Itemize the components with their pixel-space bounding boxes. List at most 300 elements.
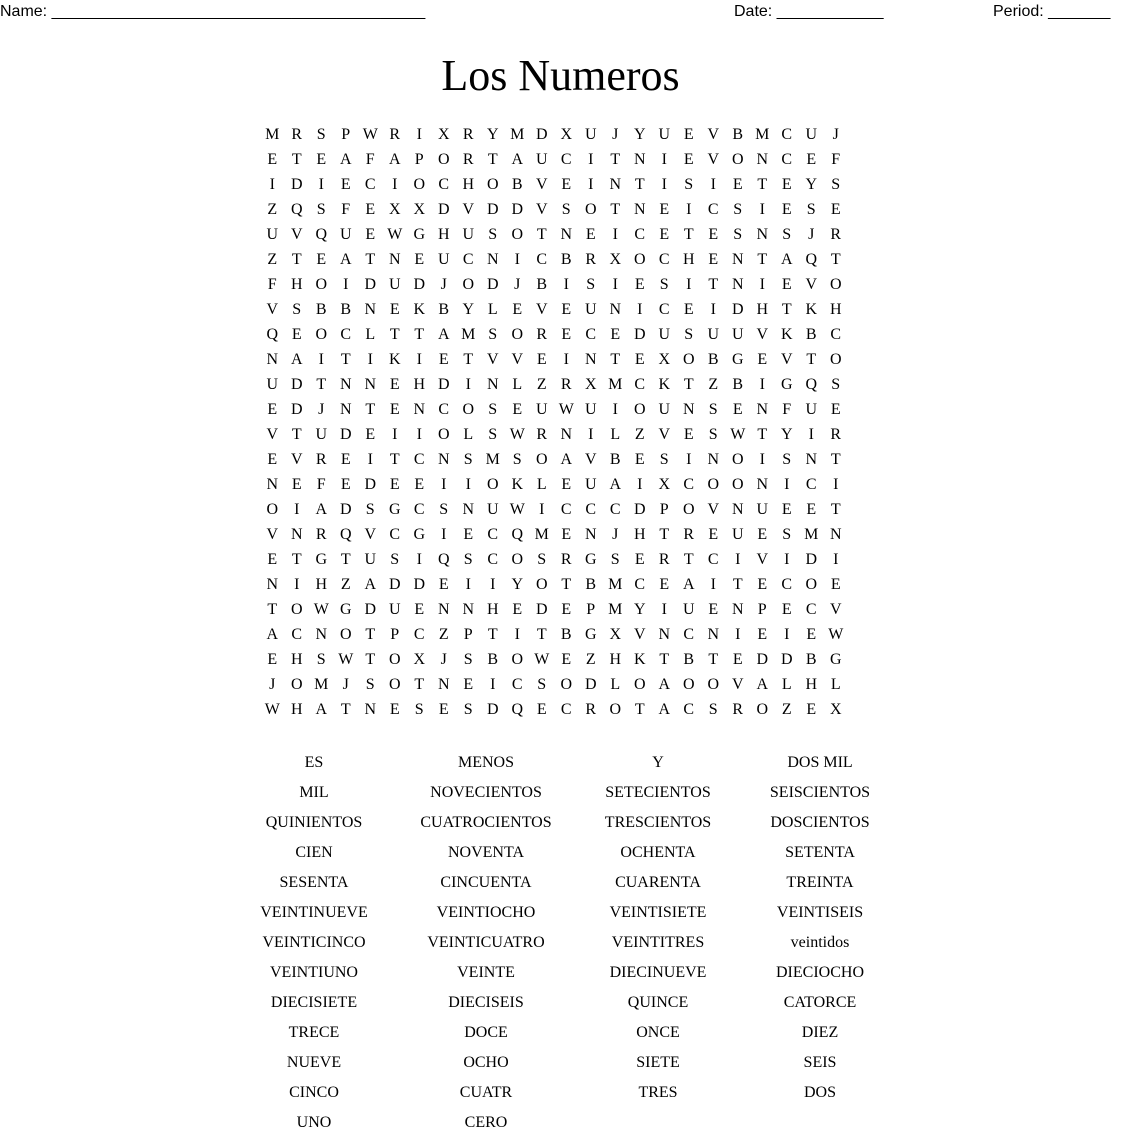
grid-letter[interactable]: Q bbox=[437, 551, 450, 568]
grid-letter[interactable]: Z bbox=[536, 376, 547, 393]
grid-letter[interactable]: V bbox=[535, 301, 548, 318]
grid-letter[interactable]: T bbox=[708, 651, 719, 668]
grid-letter[interactable]: T bbox=[291, 551, 302, 568]
grid-letter[interactable]: I bbox=[661, 151, 667, 168]
grid-letter[interactable]: I bbox=[637, 301, 643, 318]
grid-letter[interactable]: I bbox=[784, 551, 790, 568]
grid-letter[interactable]: I bbox=[588, 426, 594, 443]
grid-letter[interactable]: E bbox=[340, 476, 351, 493]
grid-letter[interactable]: G bbox=[584, 551, 597, 568]
grid-letter[interactable]: Q bbox=[511, 526, 524, 543]
grid-letter[interactable]: U bbox=[707, 326, 720, 343]
grid-letter[interactable]: B bbox=[511, 176, 523, 193]
grid-letter[interactable]: J bbox=[808, 226, 815, 243]
grid-letter[interactable]: U bbox=[462, 226, 475, 243]
grid-letter[interactable]: N bbox=[682, 401, 695, 418]
grid-letter[interactable]: C bbox=[413, 451, 425, 468]
grid-letter[interactable]: T bbox=[830, 251, 841, 268]
grid-letter[interactable]: O bbox=[437, 151, 450, 168]
grid-letter[interactable]: U bbox=[805, 126, 818, 143]
grid-letter[interactable]: V bbox=[535, 176, 548, 193]
grid-letter[interactable]: N bbox=[756, 151, 769, 168]
grid-letter[interactable]: E bbox=[781, 601, 792, 618]
grid-letter[interactable]: A bbox=[364, 576, 377, 593]
grid-letter[interactable]: T bbox=[365, 626, 376, 643]
grid-letter[interactable]: N bbox=[266, 476, 279, 493]
grid-letter[interactable]: S bbox=[831, 376, 841, 393]
grid-letter[interactable]: O bbox=[486, 476, 499, 493]
grid-letter[interactable]: R bbox=[462, 126, 474, 143]
grid-letter[interactable]: T bbox=[536, 226, 547, 243]
grid-letter[interactable]: D bbox=[364, 476, 377, 493]
grid-letter[interactable]: S bbox=[463, 701, 473, 718]
grid-letter[interactable]: R bbox=[830, 226, 842, 243]
grid-letter[interactable]: B bbox=[609, 451, 621, 468]
grid-letter[interactable]: M bbox=[608, 376, 623, 393]
grid-letter[interactable]: Y bbox=[462, 301, 475, 318]
grid-letter[interactable]: E bbox=[340, 176, 351, 193]
grid-letter[interactable]: P bbox=[414, 151, 424, 168]
grid-letter[interactable]: P bbox=[659, 501, 669, 518]
grid-letter[interactable]: U bbox=[658, 326, 671, 343]
grid-letter[interactable]: I bbox=[318, 351, 324, 368]
grid-letter[interactable]: E bbox=[659, 226, 670, 243]
grid-letter[interactable]: C bbox=[805, 601, 817, 618]
grid-letter[interactable]: E bbox=[757, 576, 768, 593]
grid-letter[interactable]: K bbox=[633, 651, 646, 668]
grid-letter[interactable]: O bbox=[511, 551, 524, 568]
grid-letter[interactable]: C bbox=[658, 301, 670, 318]
grid-letter[interactable]: E bbox=[830, 576, 841, 593]
grid-letter[interactable]: N bbox=[560, 426, 573, 443]
grid-letter[interactable]: E bbox=[389, 376, 400, 393]
grid-letter[interactable]: R bbox=[560, 376, 572, 393]
grid-letter[interactable]: C bbox=[462, 251, 474, 268]
grid-letter[interactable]: R bbox=[830, 426, 842, 443]
grid-letter[interactable]: B bbox=[315, 301, 327, 318]
grid-letter[interactable]: V bbox=[707, 501, 720, 518]
grid-letter[interactable]: H bbox=[682, 251, 695, 268]
grid-letter[interactable]: I bbox=[441, 526, 447, 543]
grid-letter[interactable]: G bbox=[388, 501, 401, 518]
grid-letter[interactable]: S bbox=[488, 426, 498, 443]
grid-letter[interactable]: K bbox=[388, 351, 401, 368]
grid-letter[interactable]: Y bbox=[633, 126, 646, 143]
grid-letter[interactable]: O bbox=[290, 601, 303, 618]
grid-letter[interactable]: V bbox=[266, 426, 279, 443]
grid-letter[interactable]: E bbox=[365, 226, 376, 243]
grid-letter[interactable]: O bbox=[584, 201, 597, 218]
grid-letter[interactable]: S bbox=[782, 451, 792, 468]
grid-letter[interactable]: G bbox=[315, 551, 328, 568]
grid-letter[interactable]: E bbox=[438, 576, 449, 593]
grid-letter[interactable]: E bbox=[757, 526, 768, 543]
grid-letter[interactable]: S bbox=[439, 501, 449, 518]
grid-letter[interactable]: O bbox=[315, 326, 328, 343]
grid-letter[interactable]: N bbox=[756, 226, 769, 243]
grid-letter[interactable]: U bbox=[266, 376, 279, 393]
grid-letter[interactable]: E bbox=[267, 451, 278, 468]
grid-letter[interactable]: X bbox=[560, 126, 573, 143]
grid-letter[interactable]: O bbox=[609, 701, 622, 718]
grid-letter[interactable]: O bbox=[339, 626, 352, 643]
grid-letter[interactable]: O bbox=[731, 151, 744, 168]
grid-letter[interactable]: W bbox=[509, 501, 525, 518]
grid-letter[interactable]: S bbox=[684, 326, 694, 343]
grid-letter[interactable]: E bbox=[634, 351, 645, 368]
grid-letter[interactable]: O bbox=[462, 401, 475, 418]
grid-letter[interactable]: D bbox=[633, 326, 646, 343]
grid-letter[interactable]: E bbox=[512, 601, 523, 618]
grid-letter[interactable]: G bbox=[731, 351, 744, 368]
grid-letter[interactable]: H bbox=[462, 176, 475, 193]
grid-letter[interactable]: N bbox=[462, 601, 475, 618]
grid-letter[interactable]: I bbox=[808, 426, 814, 443]
grid-letter[interactable]: E bbox=[732, 176, 743, 193]
grid-letter[interactable]: T bbox=[414, 326, 425, 343]
grid-letter[interactable]: A bbox=[290, 351, 303, 368]
grid-letter[interactable]: Y bbox=[511, 576, 524, 593]
grid-letter[interactable]: X bbox=[437, 126, 450, 143]
grid-letter[interactable]: T bbox=[536, 626, 547, 643]
grid-letter[interactable]: I bbox=[637, 476, 643, 493]
grid-letter[interactable]: V bbox=[535, 201, 548, 218]
grid-letter[interactable]: E bbox=[414, 251, 425, 268]
grid-letter[interactable]: R bbox=[732, 701, 744, 718]
grid-letter[interactable]: M bbox=[485, 451, 500, 468]
grid-letter[interactable]: R bbox=[462, 151, 474, 168]
grid-letter[interactable]: W bbox=[387, 226, 403, 243]
grid-letter[interactable]: K bbox=[780, 326, 793, 343]
grid-letter[interactable]: Z bbox=[585, 651, 596, 668]
grid-letter[interactable]: M bbox=[608, 601, 623, 618]
grid-letter[interactable]: R bbox=[536, 426, 548, 443]
grid-letter[interactable]: O bbox=[462, 276, 475, 293]
grid-letter[interactable]: A bbox=[609, 476, 622, 493]
grid-letter[interactable]: I bbox=[735, 551, 741, 568]
grid-letter[interactable]: E bbox=[806, 626, 817, 643]
grid-letter[interactable]: P bbox=[463, 626, 473, 643]
grid-letter[interactable]: V bbox=[731, 676, 744, 693]
grid-letter[interactable]: T bbox=[683, 376, 694, 393]
grid-letter[interactable]: E bbox=[389, 401, 400, 418]
grid-letter[interactable]: F bbox=[831, 151, 841, 168]
grid-letter[interactable]: J bbox=[269, 676, 276, 693]
grid-letter[interactable]: R bbox=[291, 126, 303, 143]
grid-letter[interactable]: O bbox=[511, 651, 524, 668]
grid-letter[interactable]: F bbox=[316, 476, 326, 493]
grid-letter[interactable]: U bbox=[584, 476, 597, 493]
grid-letter[interactable]: S bbox=[537, 676, 547, 693]
grid-letter[interactable]: C bbox=[560, 151, 572, 168]
grid-letter[interactable]: V bbox=[829, 601, 842, 618]
grid-letter[interactable]: N bbox=[339, 376, 352, 393]
grid-letter[interactable]: A bbox=[511, 151, 524, 168]
grid-letter[interactable]: C bbox=[585, 326, 597, 343]
grid-letter[interactable]: D bbox=[535, 126, 548, 143]
grid-letter[interactable]: E bbox=[536, 351, 547, 368]
grid-letter[interactable]: I bbox=[416, 426, 422, 443]
grid-letter[interactable]: E bbox=[267, 551, 278, 568]
grid-letter[interactable]: E bbox=[267, 401, 278, 418]
grid-letter[interactable]: H bbox=[290, 276, 303, 293]
grid-letter[interactable]: M bbox=[461, 326, 476, 343]
grid-letter[interactable]: C bbox=[560, 501, 572, 518]
grid-letter[interactable]: I bbox=[441, 476, 447, 493]
grid-letter[interactable]: K bbox=[511, 476, 524, 493]
grid-letter[interactable]: V bbox=[805, 276, 818, 293]
grid-letter[interactable]: R bbox=[585, 251, 597, 268]
grid-letter[interactable]: O bbox=[388, 676, 401, 693]
grid-letter[interactable]: I bbox=[343, 276, 349, 293]
grid-letter[interactable]: D bbox=[364, 601, 377, 618]
grid-letter[interactable]: U bbox=[486, 501, 499, 518]
grid-letter[interactable]: D bbox=[486, 201, 499, 218]
grid-letter[interactable]: R bbox=[389, 126, 401, 143]
grid-letter[interactable]: D bbox=[413, 576, 426, 593]
grid-letter[interactable]: B bbox=[732, 126, 744, 143]
grid-letter[interactable]: I bbox=[710, 176, 716, 193]
grid-letter[interactable]: O bbox=[707, 476, 720, 493]
grid-letter[interactable]: E bbox=[365, 426, 376, 443]
grid-letter[interactable]: B bbox=[340, 301, 352, 318]
grid-letter[interactable]: V bbox=[707, 126, 720, 143]
grid-letter[interactable]: O bbox=[756, 701, 769, 718]
grid-letter[interactable]: T bbox=[610, 351, 621, 368]
grid-letter[interactable]: E bbox=[267, 151, 278, 168]
grid-letter[interactable]: I bbox=[686, 451, 692, 468]
grid-letter[interactable]: S bbox=[586, 276, 596, 293]
grid-letter[interactable]: W bbox=[313, 601, 329, 618]
grid-letter[interactable]: E bbox=[340, 451, 351, 468]
grid-letter[interactable]: V bbox=[756, 551, 769, 568]
grid-letter[interactable]: J bbox=[440, 276, 447, 293]
grid-letter[interactable]: T bbox=[708, 276, 719, 293]
grid-letter[interactable]: I bbox=[588, 151, 594, 168]
grid-letter[interactable]: B bbox=[683, 651, 695, 668]
grid-letter[interactable]: R bbox=[536, 326, 548, 343]
grid-letter[interactable]: Z bbox=[708, 376, 719, 393]
grid-letter[interactable]: T bbox=[340, 351, 351, 368]
grid-letter[interactable]: W bbox=[730, 426, 746, 443]
grid-letter[interactable]: A bbox=[339, 151, 352, 168]
grid-letter[interactable]: V bbox=[780, 351, 793, 368]
grid-letter[interactable]: K bbox=[413, 301, 426, 318]
grid-letter[interactable]: N bbox=[829, 526, 842, 543]
grid-letter[interactable]: N bbox=[437, 451, 450, 468]
grid-letter[interactable]: A bbox=[339, 251, 352, 268]
grid-letter[interactable]: O bbox=[560, 676, 573, 693]
grid-letter[interactable]: D bbox=[339, 501, 352, 518]
grid-letter[interactable]: C bbox=[291, 626, 303, 643]
grid-letter[interactable]: N bbox=[290, 526, 303, 543]
grid-letter[interactable]: X bbox=[609, 626, 622, 643]
grid-letter[interactable]: R bbox=[315, 526, 327, 543]
grid-letter[interactable]: E bbox=[683, 426, 694, 443]
grid-letter[interactable]: G bbox=[829, 651, 842, 668]
grid-letter[interactable]: O bbox=[633, 251, 646, 268]
grid-letter[interactable]: N bbox=[364, 701, 377, 718]
grid-letter[interactable]: U bbox=[756, 501, 769, 518]
grid-letter[interactable]: O bbox=[633, 676, 646, 693]
grid-letter[interactable]: E bbox=[708, 526, 719, 543]
grid-letter[interactable]: E bbox=[781, 276, 792, 293]
grid-letter[interactable]: E bbox=[610, 326, 621, 343]
grid-letter[interactable]: E bbox=[634, 276, 645, 293]
grid-letter[interactable]: G bbox=[339, 601, 352, 618]
grid-letter[interactable]: C bbox=[683, 476, 695, 493]
grid-letter[interactable]: X bbox=[609, 251, 622, 268]
grid-letter[interactable]: H bbox=[805, 676, 818, 693]
grid-letter[interactable]: A bbox=[658, 701, 671, 718]
grid-letter[interactable]: C bbox=[511, 676, 523, 693]
grid-letter[interactable]: V bbox=[364, 526, 377, 543]
grid-letter[interactable]: U bbox=[731, 326, 744, 343]
grid-letter[interactable]: E bbox=[512, 401, 523, 418]
grid-letter[interactable]: C bbox=[781, 126, 793, 143]
grid-letter[interactable]: D bbox=[780, 651, 793, 668]
grid-letter[interactable]: T bbox=[634, 176, 645, 193]
grid-letter[interactable]: E bbox=[830, 201, 841, 218]
grid-letter[interactable]: I bbox=[686, 276, 692, 293]
grid-letter[interactable]: X bbox=[584, 376, 597, 393]
grid-letter[interactable]: Q bbox=[315, 226, 328, 243]
grid-letter[interactable]: F bbox=[341, 201, 351, 218]
grid-letter[interactable]: D bbox=[486, 701, 499, 718]
grid-letter[interactable]: S bbox=[659, 276, 669, 293]
grid-letter[interactable]: S bbox=[488, 226, 498, 243]
grid-letter[interactable]: E bbox=[365, 201, 376, 218]
grid-letter[interactable]: S bbox=[365, 501, 375, 518]
grid-letter[interactable]: J bbox=[318, 401, 325, 418]
grid-letter[interactable]: T bbox=[610, 151, 621, 168]
grid-letter[interactable]: B bbox=[732, 376, 744, 393]
grid-letter[interactable]: U bbox=[658, 401, 671, 418]
grid-letter[interactable]: E bbox=[561, 476, 572, 493]
grid-letter[interactable]: O bbox=[829, 351, 842, 368]
grid-letter[interactable]: Q bbox=[290, 201, 303, 218]
grid-letter[interactable]: T bbox=[487, 151, 498, 168]
grid-letter[interactable]: D bbox=[413, 276, 426, 293]
grid-letter[interactable]: O bbox=[682, 351, 695, 368]
grid-letter[interactable]: T bbox=[291, 251, 302, 268]
grid-letter[interactable]: D bbox=[388, 576, 401, 593]
grid-letter[interactable]: X bbox=[413, 201, 426, 218]
grid-letter[interactable]: D bbox=[290, 376, 303, 393]
grid-letter[interactable]: A bbox=[437, 326, 450, 343]
grid-letter[interactable]: C bbox=[781, 576, 793, 593]
grid-letter[interactable]: I bbox=[294, 501, 300, 518]
grid-letter[interactable]: I bbox=[612, 401, 618, 418]
grid-letter[interactable]: L bbox=[830, 676, 841, 693]
grid-letter[interactable]: C bbox=[707, 551, 719, 568]
grid-letter[interactable]: S bbox=[831, 176, 841, 193]
grid-letter[interactable]: O bbox=[315, 276, 328, 293]
grid-letter[interactable]: S bbox=[782, 226, 792, 243]
grid-letter[interactable]: A bbox=[560, 451, 573, 468]
grid-letter[interactable]: E bbox=[438, 351, 449, 368]
grid-letter[interactable]: V bbox=[290, 226, 303, 243]
grid-letter[interactable]: E bbox=[781, 201, 792, 218]
grid-letter[interactable]: L bbox=[781, 676, 792, 693]
grid-letter[interactable]: V bbox=[290, 451, 303, 468]
grid-letter[interactable]: C bbox=[634, 376, 646, 393]
grid-letter[interactable]: L bbox=[365, 326, 376, 343]
grid-letter[interactable]: B bbox=[805, 326, 817, 343]
grid-letter[interactable]: I bbox=[784, 626, 790, 643]
grid-letter[interactable]: U bbox=[388, 276, 401, 293]
grid-letter[interactable]: I bbox=[833, 551, 839, 568]
grid-letter[interactable]: E bbox=[536, 701, 547, 718]
grid-letter[interactable]: N bbox=[707, 451, 720, 468]
grid-letter[interactable]: I bbox=[710, 301, 716, 318]
grid-letter[interactable]: E bbox=[634, 551, 645, 568]
grid-letter[interactable]: R bbox=[315, 451, 327, 468]
grid-letter[interactable]: Y bbox=[805, 176, 818, 193]
grid-letter[interactable]: H bbox=[633, 526, 646, 543]
grid-letter[interactable]: E bbox=[806, 151, 817, 168]
grid-letter[interactable]: Z bbox=[781, 701, 792, 718]
grid-letter[interactable]: E bbox=[414, 601, 425, 618]
grid-letter[interactable]: N bbox=[633, 151, 646, 168]
grid-letter[interactable]: N bbox=[658, 626, 671, 643]
grid-letter[interactable]: S bbox=[708, 401, 718, 418]
grid-letter[interactable]: I bbox=[318, 176, 324, 193]
grid-letter[interactable]: E bbox=[438, 701, 449, 718]
grid-letter[interactable]: T bbox=[757, 426, 768, 443]
grid-letter[interactable]: T bbox=[340, 551, 351, 568]
grid-letter[interactable]: H bbox=[290, 651, 303, 668]
grid-letter[interactable]: Y bbox=[633, 601, 646, 618]
grid-letter[interactable]: S bbox=[684, 176, 694, 193]
grid-letter[interactable]: T bbox=[830, 451, 841, 468]
grid-letter[interactable]: T bbox=[267, 601, 278, 618]
grid-letter[interactable]: N bbox=[388, 251, 401, 268]
grid-letter[interactable]: E bbox=[561, 326, 572, 343]
grid-letter[interactable]: T bbox=[316, 376, 327, 393]
grid-letter[interactable]: D bbox=[731, 301, 744, 318]
grid-letter[interactable]: I bbox=[416, 551, 422, 568]
grid-letter[interactable]: S bbox=[733, 226, 743, 243]
grid-letter[interactable]: W bbox=[558, 401, 574, 418]
grid-letter[interactable]: F bbox=[267, 276, 277, 293]
grid-letter[interactable]: S bbox=[390, 551, 400, 568]
grid-letter[interactable]: V bbox=[756, 326, 769, 343]
grid-letter[interactable]: I bbox=[490, 576, 496, 593]
grid-letter[interactable]: U bbox=[437, 251, 450, 268]
grid-letter[interactable]: A bbox=[315, 501, 328, 518]
grid-letter[interactable]: N bbox=[633, 201, 646, 218]
grid-letter[interactable]: O bbox=[731, 451, 744, 468]
grid-letter[interactable]: O bbox=[682, 676, 695, 693]
grid-letter[interactable]: O bbox=[511, 226, 524, 243]
grid-letter[interactable]: E bbox=[389, 476, 400, 493]
grid-letter[interactable]: W bbox=[264, 701, 280, 718]
grid-letter[interactable]: E bbox=[683, 126, 694, 143]
grid-letter[interactable]: N bbox=[756, 476, 769, 493]
grid-letter[interactable]: H bbox=[486, 601, 499, 618]
grid-letter[interactable]: J bbox=[514, 276, 521, 293]
grid-letter[interactable]: I bbox=[759, 376, 765, 393]
grid-letter[interactable]: V bbox=[266, 526, 279, 543]
grid-letter[interactable]: R bbox=[560, 551, 572, 568]
grid-letter[interactable]: B bbox=[805, 651, 817, 668]
grid-letter[interactable]: E bbox=[267, 651, 278, 668]
grid-letter[interactable]: J bbox=[612, 126, 619, 143]
grid-letter[interactable]: J bbox=[342, 676, 349, 693]
grid-letter[interactable]: C bbox=[536, 251, 548, 268]
grid-letter[interactable]: Y bbox=[486, 126, 499, 143]
